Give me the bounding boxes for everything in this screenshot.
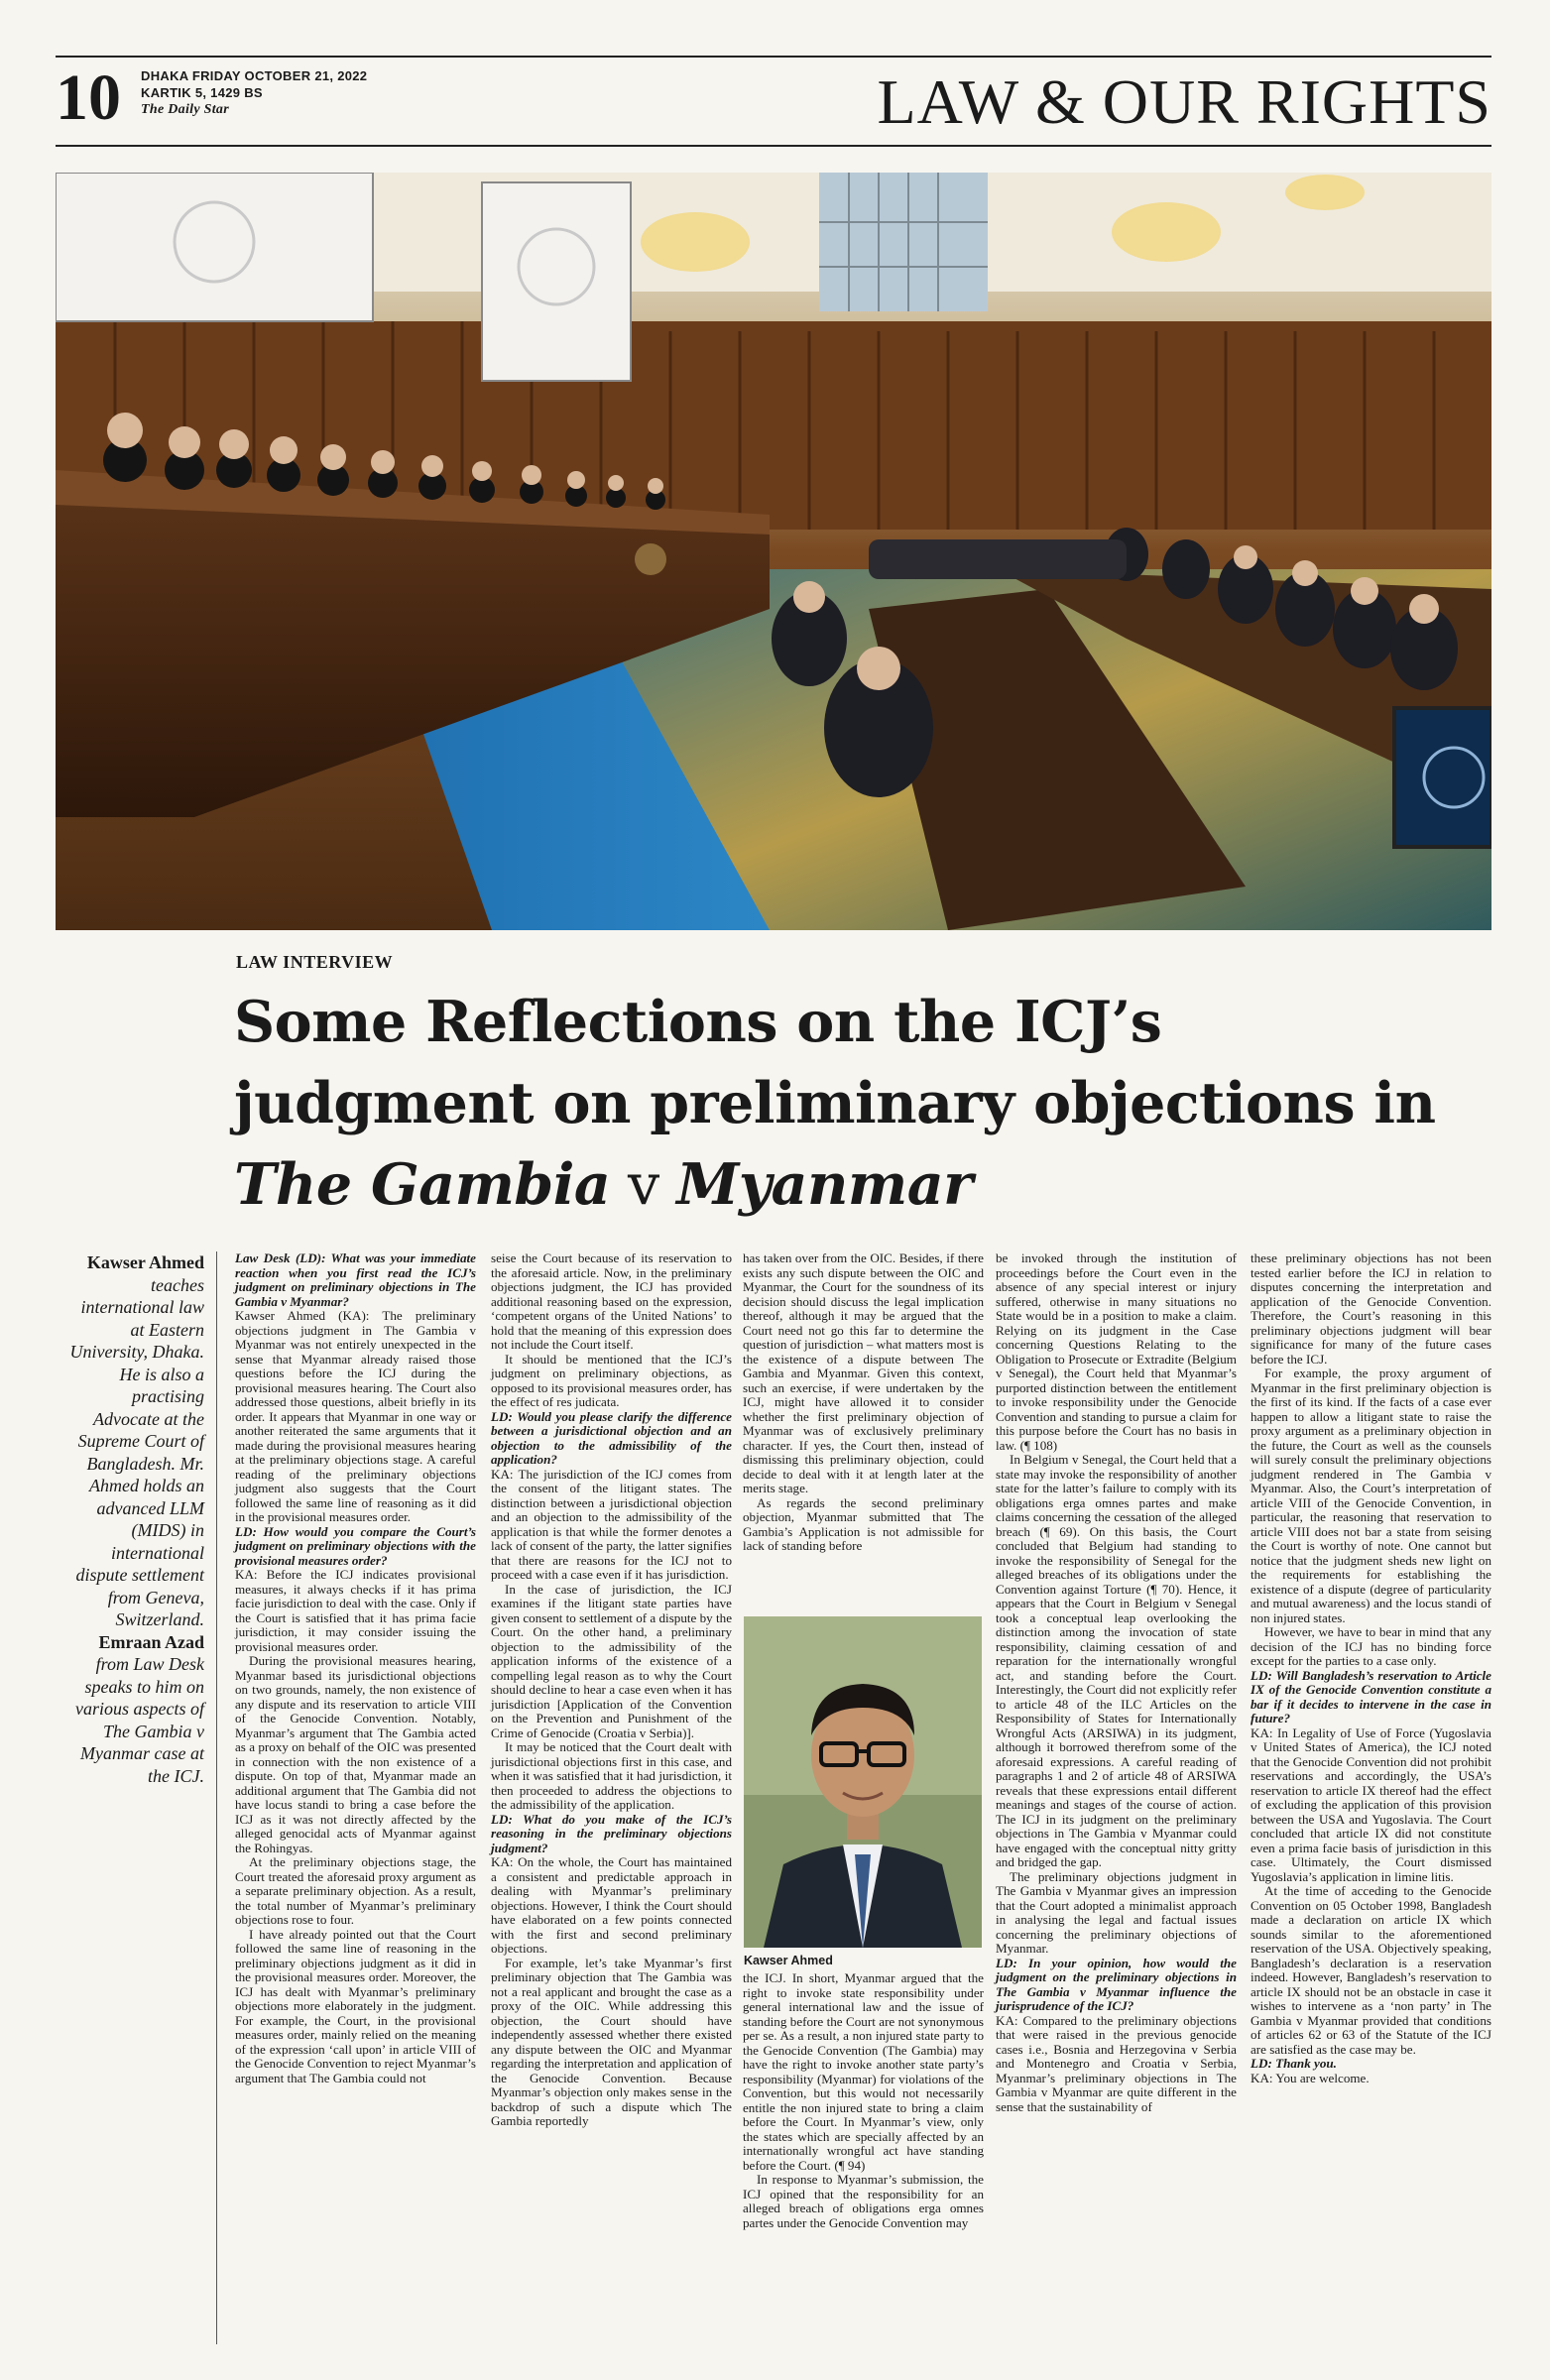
headline-line-1: Some Reflections on the ICJ’s [234,989,1162,1055]
byline-bio-1: teaches international law at Eastern University, Dhaka. He is also a practising Advocate at the Supreme Court of Bangladesh. Mr. Ahmed holds an advanced LLM (MIDS) in international dispute settlement from Geneva, Switzerland. [69,1274,204,1629]
body-paragraph: I have already pointed out that the Court followed the same line of reasoning in the preliminary objections judgment as it did in the provisional measures order. Moreover, the ICJ has dealt with Myanmar’s preliminary objections more elaborately in the judgment. For example, the Court, in the provisional measures order, mainly relied on the meaning of the expression ‘call upon’ in article VIII of the Genocide Convention to reject Myanmar’s argument that The Gambia could not [235,1926,477,2085]
body-paragraph: As regards the second preliminary objection, Myanmar submitted that The Gambia’s Application is not admissible for lack of standing before [743,1494,984,1553]
answer-paragraph: Kawser Ahmed (KA): The preliminary objections judgment in The Gambia v Myanmar was not entirely unexpected in the sense that Myanmar already raised those questions before the ICJ during the provisional measures hearing. The Court also addressed those questions, albeit briefly in its order. It appears that Myanmar in one way or another reiterated the same arguments that it made during the provisional measures hearing at the preliminary objections stage. A careful reading of the preliminary objections judgment also suggests that the Court followed the same line of reasoning as it did in the provisional measures order. [235,1308,476,1524]
masthead [56,56,1491,135]
answer-paragraph: KA: You are welcome. [1251,2070,1370,2085]
dateline [141,67,367,118]
body-paragraph: It may be noticed that the Court dealt with jurisdictional objections first in this case, and when it was satisfied that it had jurisdiction, it then proceeded to address the objections to the admissibility of the application. [491,1739,732,1812]
answer-paragraph: KA: Compared to the preliminary objections that were raised in the previous genocide cases i.e., Bosnia and Herzegovina v Serbia and Montenegro and Croatia v Serbia, Myanmar’s preliminary objections in The Gambia v Myanmar are quite different in the sense that the sustainability of [996,2012,1237,2114]
body-paragraph: In response to Myanmar’s submission, the ICJ opined that the responsibility for an alleged breach of obligations erga omnes partes under the Genocide Convention may [743,2172,984,2230]
body-paragraph: It should be mentioned that the ICJ’s judgment on preliminary objections, as opposed to its provisional measures order, has the effect of res judicata. [491,1351,732,1409]
body-column-4 [996,1251,1237,2114]
question: LD: What do you make of the ICJ’s reasoning in the preliminary objections judgment? [491,1811,732,1855]
body-paragraph: For example, let’s take Myanmar’s first preliminary objection that The Gambia was not a real applicant and brought the case as a proxy of the OIC. While addressing this objection, the Court should have independently assessed whether there existed any dispute between the OIC and Myanmar regarding the interpretation and application of the Genocide Convention. Because Myanmar’s objection only makes sense in the backdrop of such a dispute which The Gambia reportedly [491,1955,732,2128]
body-paragraph: In Belgium v Senegal, the Court held that a state may invoke the responsibility of another state for the latter’s failure to comply with its obligations erga omnes partes and make claims concerning the cessation of the alleged breach (¶ 69). On this basis, the Court concluded that Belgium had standing to invoke the responsibility of Senegal for the alleged breaches of its obligations under the Convention against Torture (¶ 70). Hence, it appears that the Court in Belgium v Senegal took a conceptual leap overlooking the distinction among the invocation of state responsibility, claiming cessation of and reparation for the internationally wrongful act, and standing before the Court. Interestingly, the Court did not explicitly refer to article 48 of the ILC Articles on the Responsibility of States for Internationally Wrongful Acts (ARSIWA) in its judgment, although it borrowed therefrom some of the aforesaid expressions. A careful reading of paragraphs 1 and 2 of article 48 of ARSIWA reveals that these expressions entail different meanings and stages of the course of action. The ICJ in its judgment on the preliminary objections in The Gambia v Myanmar could have engaged with the conceptual nitty gritty and bridged the gap. [996,1452,1237,1869]
body-paragraph: the ICJ. In short, Myanmar argued that the right to invoke state responsibility under general international law and the issue of standing before the Court are not synonymous per se. As a result, a non injured state party to the Genocide Convention (The Gambia) may have the right to invoke another state party’s responsibility (Myanmar) for violations of the Convention, but this would not necessarily entitle the non injured state to bring a claim before the Court. In Myanmar’s view, only the states which are specially affected by an internationally wrongful act have standing before the Court. (¶ 94) [743,1970,984,2173]
body-paragraph: However, we have to bear in mind that any decision of the ICJ has no binding force except for the parties to a case only. [1251,1624,1491,1668]
body-paragraph: At the time of acceding to the Genocide Convention on 05 October 1998, Bangladesh made a declaration on article IX which sounds similar to the aforementioned reservation of the USA. Objectively speaking, Bangladesh’s declaration is a reservation indeed. However, Bangladesh’s reservation to article IX should not be an obstacle in case it wishes to intervene as a ‘non party’ in The Gambia v Myanmar provided that conditions of articles 62 or 63 of the Statute of the ICJ are satisfied as the case may be. [1251,1883,1491,2057]
body-paragraph: seise the Court because of its reservation to the aforesaid article. Now, in the preliminary objections judgment, the ICJ has provided additional reasoning based on the expression, ‘competent organs of the United Nations’ to hold that the meaning of this expression does not include the Court itself. [491,1250,732,1352]
date-bangla: KARTIK 5, 1429 BS [141,85,263,100]
body-paragraph: For example, the proxy argument of Myanmar in the first preliminary objection is the first of its kind. If the facts of a case ever happen to allow a litigant state to raise the proxy argument as a preliminary objection in the future, the Court as well as the counsels will surely consult the preliminary objections judgment rendered in The Gambia v Myanmar. Also, the Court’s interpretation of article VIII of the Genocide Convention, in particular, the reasoning that reservation to article VIII does not bar a state from seising the Court is worthy of note. One cannot but notice that the judgment sheds new light on the requirements for establishing the existence of a dispute (degree of particularity and mutual awareness) and the locus standi of non injured states. [1251,1366,1491,1625]
answer-paragraph: KA: The jurisdiction of the ICJ comes from the consent of the litigant states. The distinction between a jurisdictional objection and an objection to the admissibility of the application is that while the former denotes a lack of consent of the party, the latter signifies that there are reasons for the ICJ not to proceed with a case even if it has jurisdiction. [491,1466,732,1582]
byline-name-2: Emraan Azad [98,1631,204,1652]
portrait-caption: Kawser Ahmed [744,1954,833,1967]
question: LD: Would you please clarify the difference between a jurisdictional objection and an objection to the admissibility of the application? [491,1408,732,1467]
body-paragraph: be invoked through the institution of proceedings before the Court even in the absence of any special interest or injury suffered, otherwise in many situations no State would be in a position to make a claim. Relying on its judgment in the Case concerning Questions Relating to the Obligation to Prosecute or Extradite (Belgium v Senegal), the Court held that Myanmar’s purported distinction between the entitlement to invoke responsibility under the Genocide Convention and standing to pursue a claim for this purpose before the Court has no basis in law. (¶ 108) [996,1250,1237,1453]
byline-bio-2: from Law Desk speaks to him on various aspects of The Gambia v Myanmar case at the ICJ. [75,1654,204,1786]
article-kicker: LAW INTERVIEW [236,952,394,972]
answer-paragraph: KA: Before the ICJ indicates provisional measures, it always checks if it has prima facie jurisdiction to deal with the case. Only if the Court is satisfied that it has prima facie jurisdiction, it may consider issuing the provisional measures order. [235,1567,476,1654]
byline-name-1: Kawser Ahmed [86,1252,204,1272]
answer-paragraph: KA: In Legality of Use of Force (Yugoslavia v United States of America), the ICJ noted that the Genocide Convention did not prohibit reservations and accordingly, the USA’s reservation to article IX thereof had the effect of excluding the application of this provision between the USA and Yugoslavia. The Court concluded that article IX did not constitute even a prima facie basis of jurisdiction in this case. Ultimately, the Court dismissed Yugoslavia’s application in limine litis. [1251,1725,1491,1884]
body-paragraph: The preliminary objections judgment in The Gambia v Myanmar gives an impression that the Court adopted a minimalist approach in analysing the legal and factual issues concerning the preliminary objections of Myanmar. [996,1868,1237,1956]
body-paragraph: has taken over from the OIC. Besides, if there exists any such dispute between the OIC and Myanmar, the Court for the soundness of its decision should discuss the legal implication thereof, although it may be argued that the Court need not go this far to determine the question of jurisdiction – what matters most is the existence of a dispute between The Gambia and Myanmar. Given this context, such an exercise, if were undertaken by the ICJ, might have allowed it to consider whether the first preliminary objection of Myanmar was of exclusively preliminary character. If yes, the Court then, instead of dismissing this preliminary objection, could decide to deal with it at length later at the merits stage. [743,1250,984,1495]
question: Law Desk (LD): What was your immediate reaction when you first read the ICJ’s judgment on preliminary objections in The Gambia v Myanmar? [235,1250,476,1309]
headline-line-3 [234,1144,1493,1226]
paper-name: The Daily Star [141,102,229,117]
page-number: 10 [56,61,121,134]
headline-gambia: The Gambia [234,1151,611,1218]
body-paragraph: At the preliminary objections stage, the Court treated the aforesaid proxy argument as a separate preliminary objection. As a result, the total number of Myanmar’s preliminary objections rose to four. [235,1854,476,1927]
headline-myanmar: Myanmar [676,1151,973,1218]
question: LD: In your opinion, how would the judgment on the preliminary objections in The Gambia v Myanmar influence the jurisprudence of the ICJ? [996,1955,1237,2013]
body-paragraph: During the provisional measures hearing, Myanmar based its jurisdictional objections on two grounds, namely, the non existence of any dispute and its reservation to article VIII of the Genocide Convention. Notably, Myanmar’s argument that The Gambia acted as a proxy on behalf of the OIC was presented in connection with the non existence of a dispute. On top of that, Myanmar made an additional argument that The Gambia did not have locus standi to bring a case before the ICJ as it was not directly affected by the alleged genocidal acts of Myanmar against the Rohingyas. [235,1653,476,1855]
headline-line-2: judgment on preliminary objections in [234,1070,1436,1136]
column-rule [216,1251,217,2344]
date-gregorian: DHAKA FRIDAY OCTOBER 21, 2022 [141,68,368,83]
byline [65,1251,204,1787]
question: LD: Thank you. [1251,2056,1337,2071]
section-title: LAW & OUR RIGHTS [877,66,1491,137]
headline-v: v [610,1152,677,1218]
author-portrait [744,1616,982,1948]
body-column-5 [1251,1251,1491,2085]
question: LD: Will Bangladesh’s reservation to Article IX of the Genocide Convention constitute a bar if it decides to intervene in the case in future? [1251,1667,1491,1726]
masthead-rule [56,145,1491,147]
body-paragraph: these preliminary objections has not been tested earlier before the ICJ in relation to disputes concerning the interpretation and application of the Genocide Convention. Therefore, the Court’s reasoning in this preliminary objections judgment will bear significance for many of the future cases before the ICJ. [1251,1250,1491,1367]
answer-paragraph: KA: On the whole, the Court has maintained a consistent and predictable approach in dealing with Myanmar’s preliminary objections. However, I think the Court should have elaborated on a few points connected with the first and second preliminary objections. [491,1854,732,1956]
article-headline [234,982,1493,1226]
courtroom-photo [56,173,1491,930]
body-column-3 [743,1251,984,1554]
body-column-2 [491,1251,732,2129]
body-paragraph: In the case of jurisdiction, the ICJ examines if the litigant state parties have given consent to settlement of a dispute by the Court. On the other hand, a preliminary objection to the admissibility of the application informs of the existence of a compelling legal reason as to why the Court should decline to hear a case even when it has jurisdiction [Application of the Convention on the Prevention and Punishment of the Crime of Genocide (Croatia v Serbia)]. [491,1581,732,1740]
question: LD: How would you compare the Court’s judgment on preliminary objections with the provisional measures order? [235,1523,476,1568]
body-column-1 [235,1251,476,2085]
body-column-3-continued [743,1971,984,2230]
